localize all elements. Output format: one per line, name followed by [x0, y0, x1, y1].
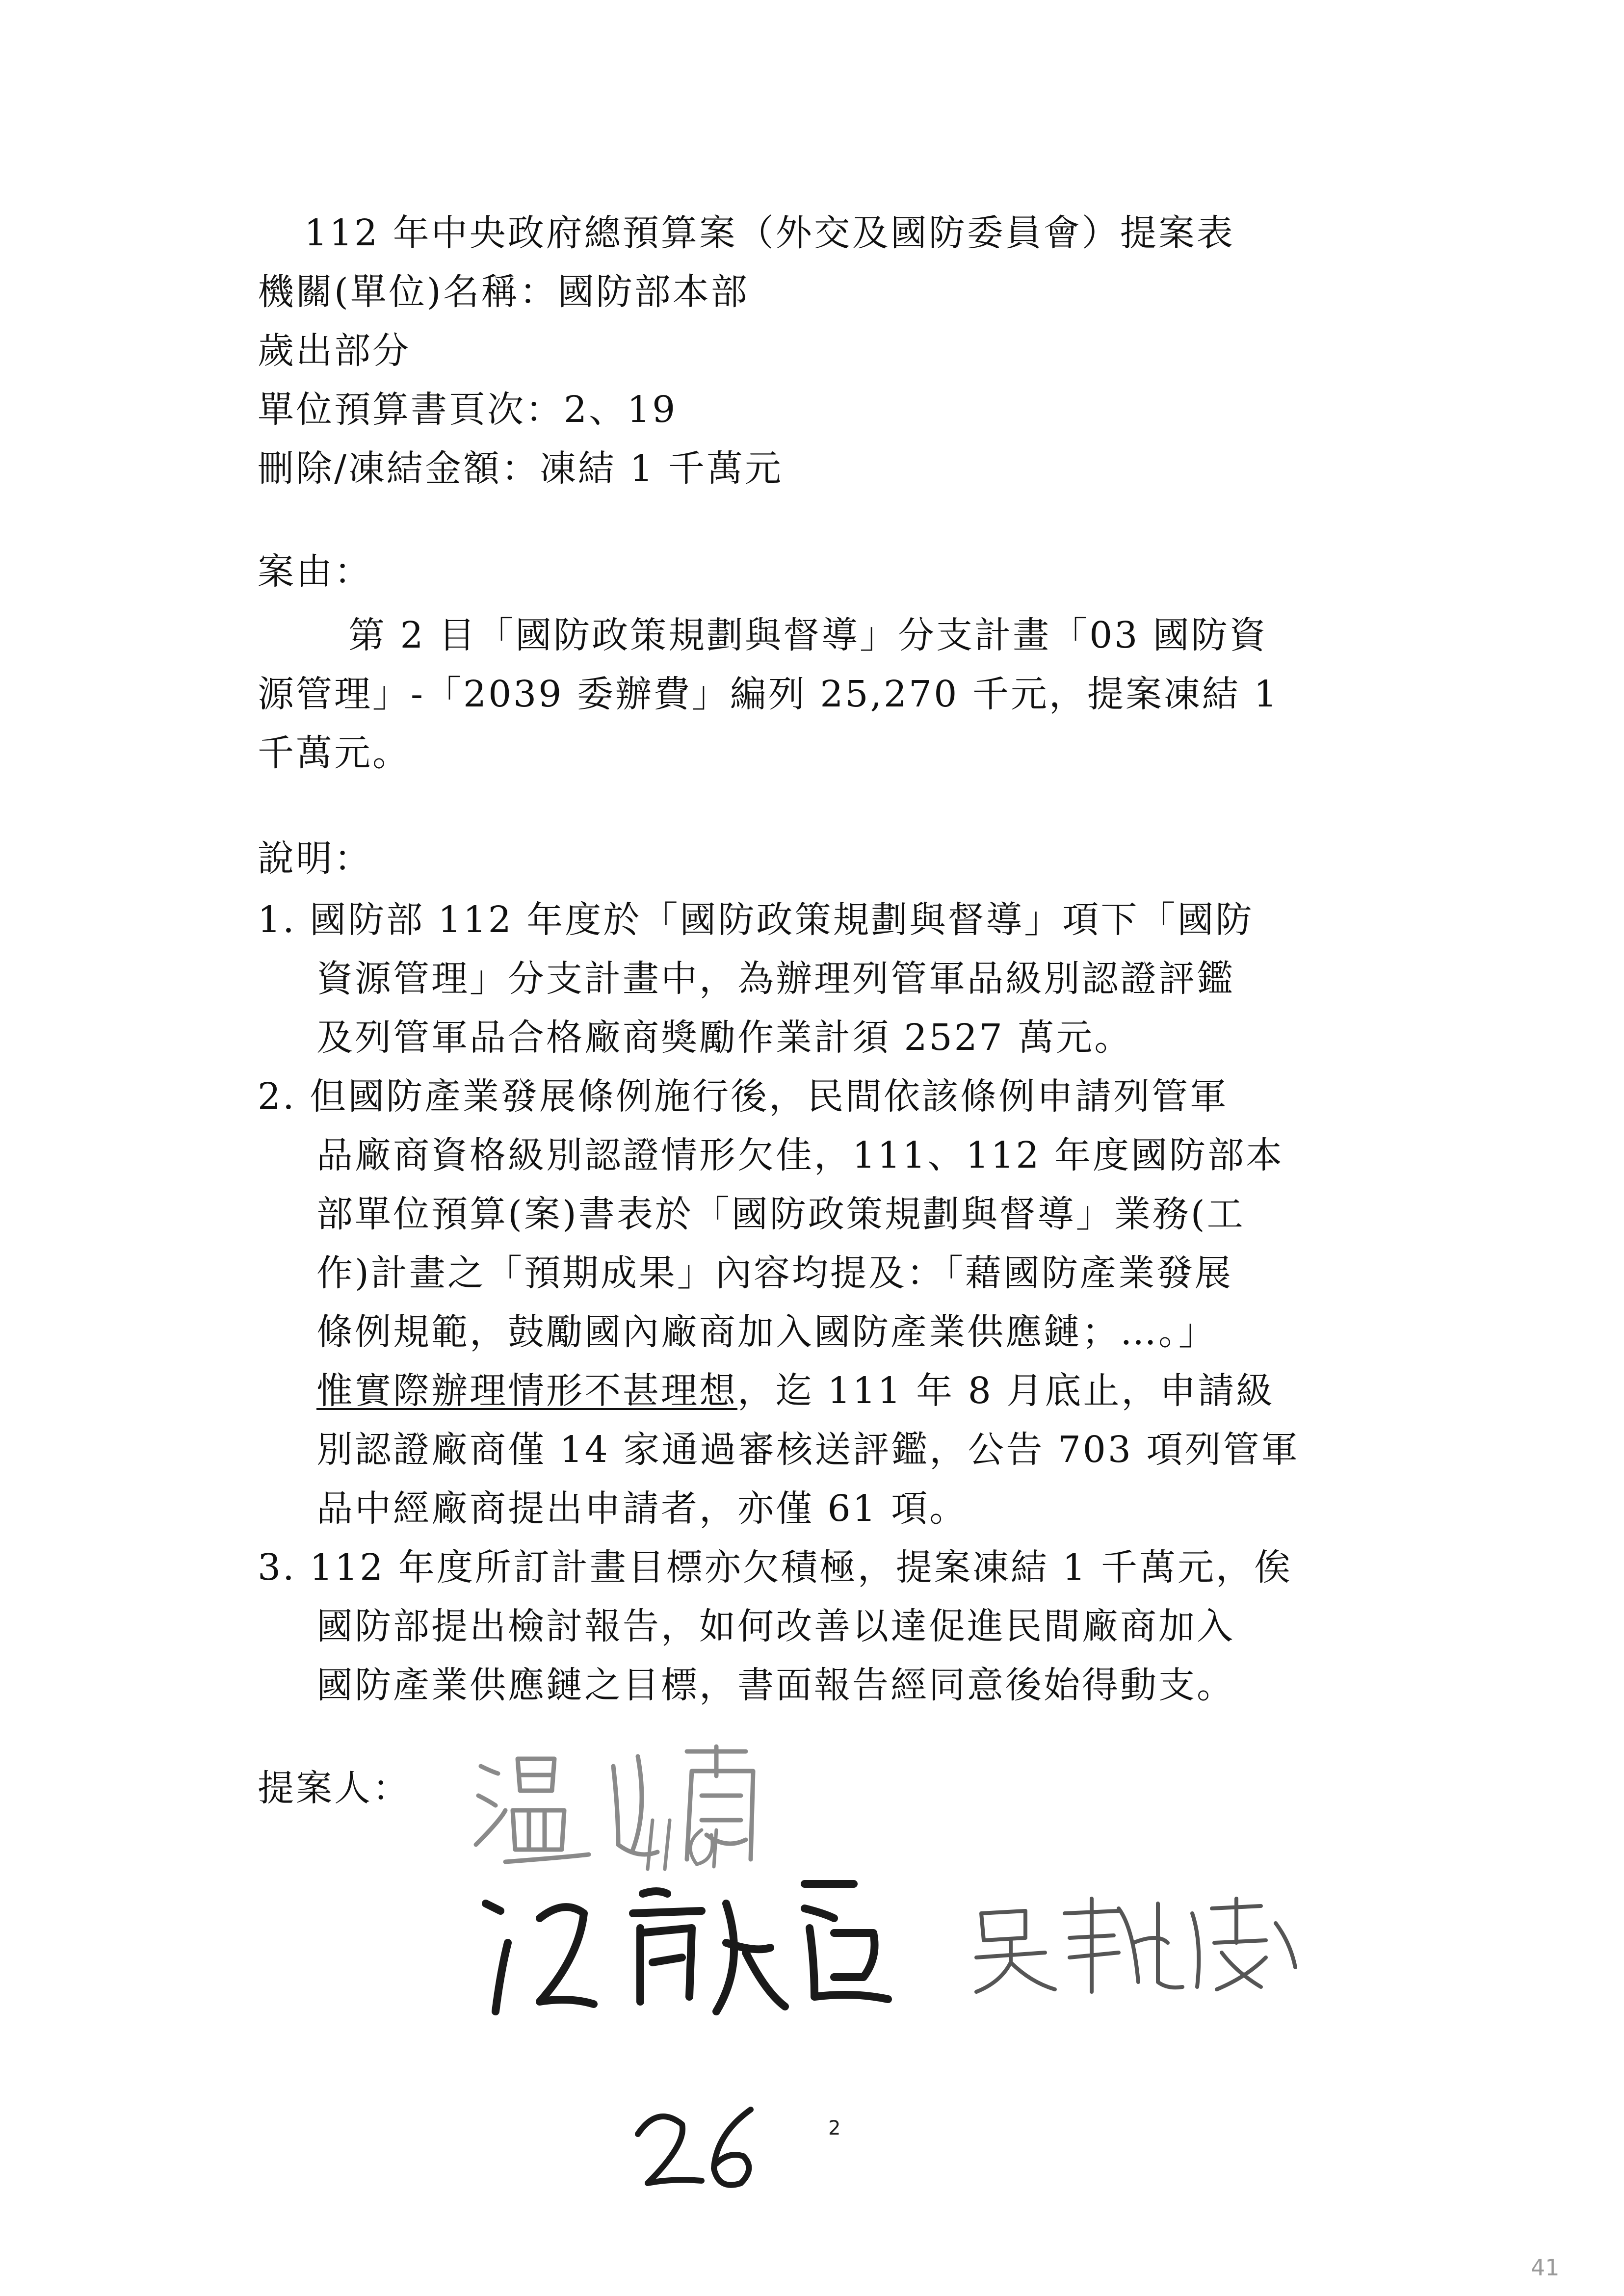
- reason-line: 千萬元。: [258, 732, 411, 774]
- handwritten-number: [628, 2100, 775, 2198]
- explanation-item-2: 部單位預算(案)書表於「國防政策規劃與督導」業務(工: [316, 1193, 1245, 1235]
- explanation-item-2: 作)計畫之「預期成果」內容均提及：「藉國防產業發展: [316, 1252, 1233, 1294]
- explanation-item-2: 品中經廠商提出申請者，亦僅 61 項。: [316, 1487, 968, 1530]
- explanation-item-3: 國防產業供應鏈之目標，書面報告經同意後始得動支。: [316, 1664, 1235, 1706]
- proposer-label: 提案人：: [258, 1767, 411, 1809]
- budget-section: 歲出部分: [258, 330, 411, 372]
- underlined-remark: 惟實際辦理情形不甚理想: [316, 1370, 737, 1412]
- page-number: 2: [828, 2117, 841, 2139]
- explanation-item-2: 品廠商資格級別認證情形欠佳，111、112 年度國防部本: [316, 1134, 1284, 1176]
- explanation-item-3: 國防部提出檢討報告，如何改善以達促進民間廠商加入: [316, 1605, 1235, 1647]
- signature-chiang: [471, 1864, 976, 2026]
- budget-pages: 單位預算書頁次：2、19: [258, 389, 678, 431]
- freeze-amount: 刪除/凍結金額：凍結 1 千萬元: [258, 447, 784, 490]
- reason-line: 源管理」-「2039 委辦費」編列 25,270 千元，提案凍結 1: [258, 673, 1279, 715]
- reason-line: 第 2 目「國防政策規劃與督導」分支計畫「03 國防資: [348, 614, 1268, 656]
- explanation-item-3: 3. 112 年度所訂計畫目標亦欠積極，提案凍結 1 千萬元，俟: [258, 1546, 1293, 1589]
- explanation-item-2: 別認證廠商僅 14 家通過審核送評鑑，公告 703 項列管軍: [316, 1429, 1300, 1471]
- explanation-item-2: 條例規範，鼓勵國內廠商加入國防產業供應鏈；…。」: [316, 1311, 1217, 1353]
- signature-wen: [471, 1737, 814, 1884]
- explanation-item-2: [316, 1364, 1274, 1418]
- explanation-heading: 說明：: [258, 837, 372, 880]
- document-title: 112 年中央政府總預算案（外交及國防委員會）提案表: [304, 212, 1235, 254]
- explanation-item-1: 1. 國防部 112 年度於「國防政策規劃與督導」項下「國防: [258, 899, 1254, 941]
- agency-name: 機關(單位)名稱：國防部本部: [258, 271, 749, 313]
- explanation-item-2: 2. 但國防產業發展條例施行後，民間依該條例申請列管軍: [258, 1075, 1229, 1118]
- explanation-item-2-continued: ，迄 111 年 8 月底止，申請級: [737, 1370, 1275, 1412]
- reason-heading: 案由：: [258, 550, 372, 593]
- explanation-item-1: 資源管理」分支計畫中，為辦理列管軍品級別認證評鑑: [316, 958, 1235, 1000]
- explanation-item-1: 及列管軍品合格廠商獎勵作業計須 2527 萬元。: [316, 1017, 1133, 1059]
- signature-wu: [971, 1884, 1325, 2002]
- corner-mark: 41: [1531, 2254, 1560, 2281]
